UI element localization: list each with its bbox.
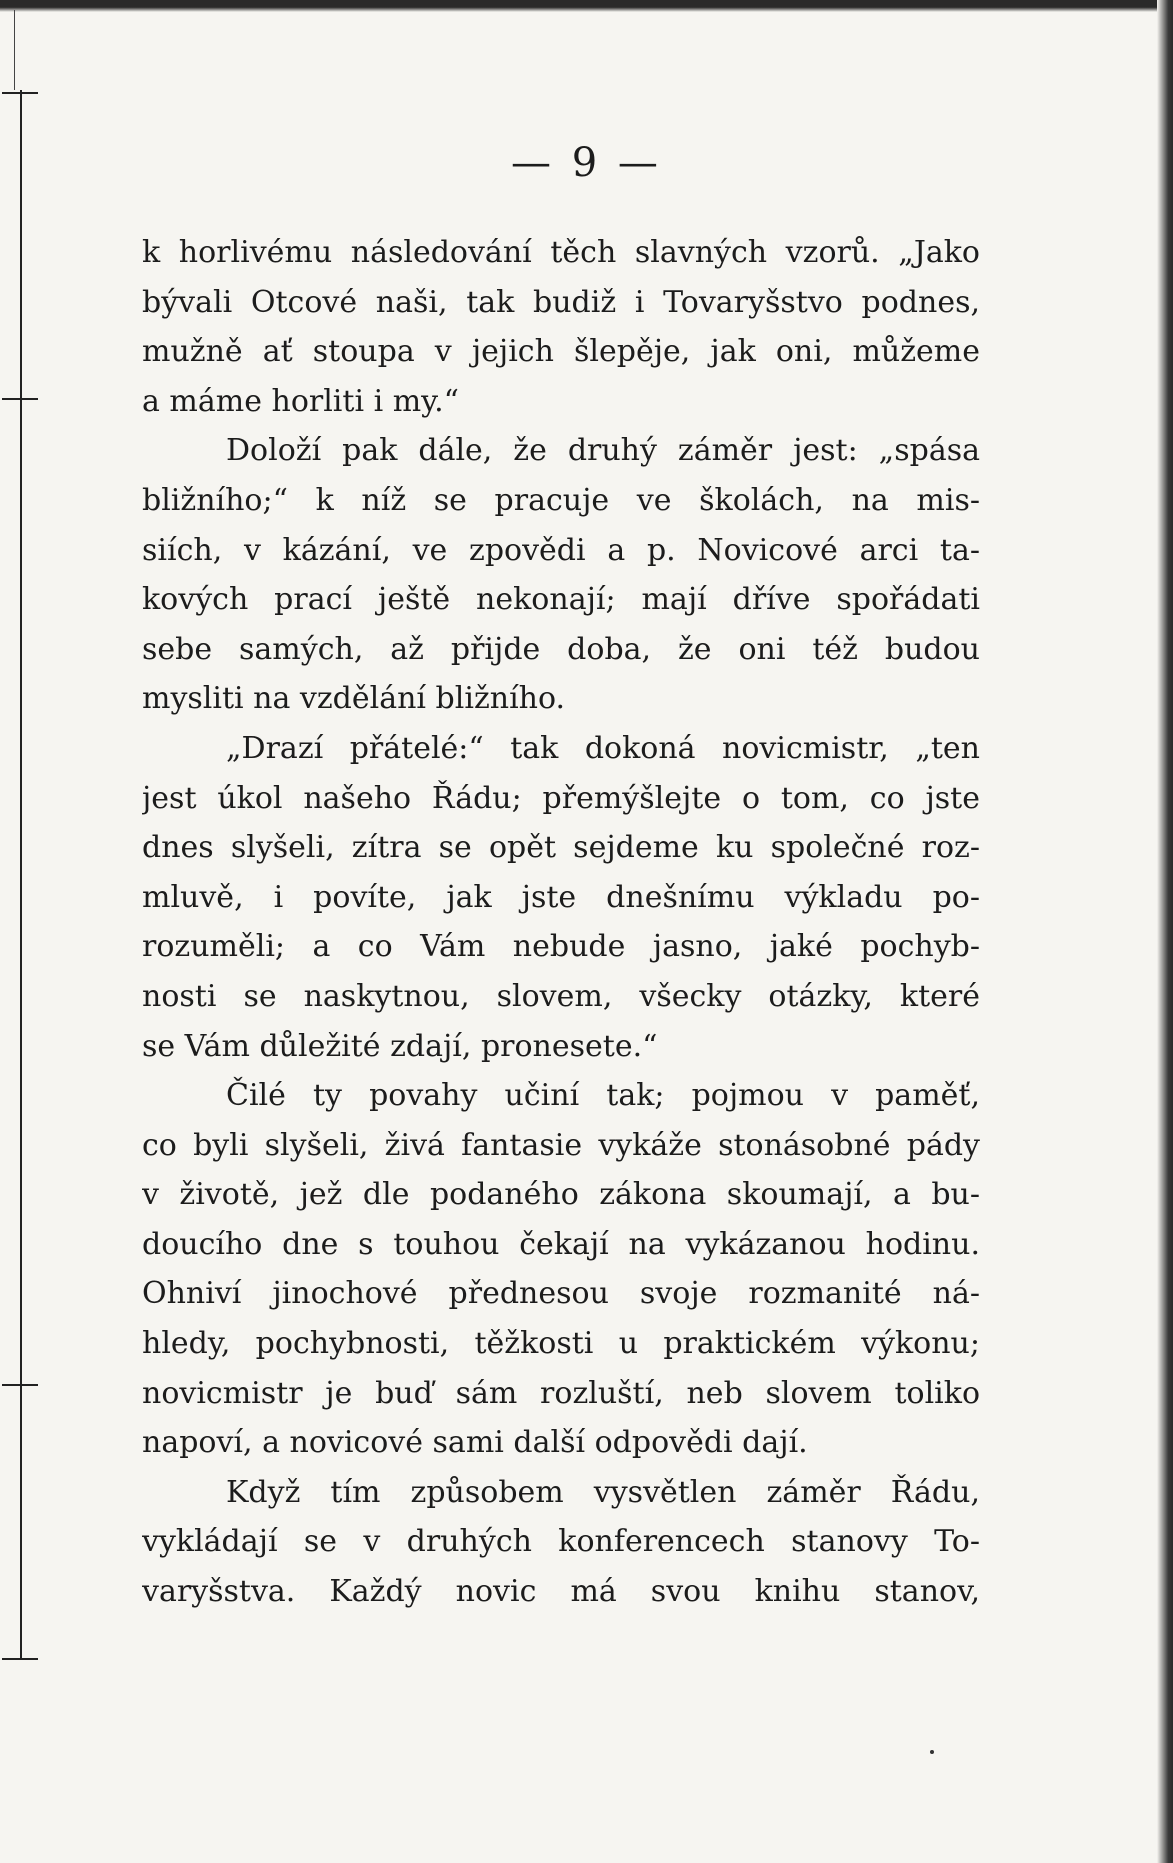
page-number: — 9 —: [511, 140, 662, 186]
text-line: a máme horliti i my.“: [142, 383, 460, 419]
text-line: mužně ať stoupa v jejich šlepěje, jak oni, můžeme: [142, 334, 980, 370]
text-line: rozuměli; a co Vám nebude jasno, jaké pochyb-: [142, 929, 980, 965]
body-text: [142, 228, 980, 1617]
text-line: vykládají se v druhých konferencech stanovy To-: [142, 1524, 980, 1560]
paper-speck: [930, 1750, 934, 1754]
text-line: bývali Otcové naši, tak budiž i Tovaryšstvo podnes,: [142, 284, 980, 320]
scan-edge-right: [1157, 0, 1173, 1863]
text-line: mysliti na vzdělání bližního.: [142, 681, 566, 717]
text-line: „Drazí přátelé:“ tak dokoná novicmistr, „ten: [226, 730, 980, 766]
text-line: Doloží pak dále, že druhý záměr jest: „spása: [226, 433, 980, 469]
text-line: hledy, pochybnosti, těžkosti u praktickém výkonu;: [142, 1326, 980, 1362]
text-line: bližního;“ k níž se pracuje ve školách, na mis-: [142, 482, 980, 518]
text-line: siích, v kázání, ve zpovědi a p. Novicové arci ta-: [142, 532, 980, 568]
text-line: mluvě, i povíte, jak jste dnešnímu výkladu po-: [142, 879, 980, 915]
text-line: dnes slyšeli, zítra se opět sejdeme ku společné roz-: [142, 830, 980, 866]
scan-edge-top: [0, 0, 1173, 12]
text-line: sebe samých, až přijde doba, že oni též budou: [142, 631, 980, 667]
text-line: kových prací ještě nekonají; mají dříve spořádati: [142, 582, 980, 618]
binding-tick: [2, 1384, 38, 1386]
text-line: k horlivému následování těch slavných vzorů. „Jako: [142, 235, 980, 270]
binding-tick: [2, 92, 38, 94]
binding-tick: [2, 1658, 38, 1660]
text-line: Když tím způsobem vysvětlen záměr Řádu,: [226, 1474, 980, 1510]
text-line: novicmistr je buď sám rozluští, neb slovem toliko: [142, 1375, 980, 1411]
text-line: napoví, a novicové sami další odpovědi dají.: [142, 1425, 808, 1461]
text-line: co byli slyšeli, živá fantasie vykáže stonásobné pády: [142, 1127, 980, 1163]
text-line: Čilé ty povahy učiní tak; pojmou v paměť,: [226, 1078, 980, 1114]
binding-tick: [2, 398, 38, 400]
binding-edge-mark: [14, 10, 15, 90]
text-line: doucího dne s touhou čekají na vykázanou hodinu.: [142, 1226, 980, 1262]
text-line: se Vám důležité zdají, pronesete.“: [142, 1028, 658, 1064]
text-line: Ohniví jinochové přednesou svoje rozmanité ná-: [142, 1276, 980, 1312]
text-line: jest úkol našeho Řádu; přemýšlejte o tom, co jste: [142, 780, 980, 816]
text-line: varyšstva. Každý novic má svou knihu stanov,: [142, 1574, 980, 1610]
text-line: v životě, jež dle podaného zákona skoumají, a bu-: [142, 1177, 980, 1213]
binding-edge-line: [20, 90, 22, 1660]
text-line: nosti se naskytnou, slovem, všecky otázky, které: [142, 978, 980, 1014]
